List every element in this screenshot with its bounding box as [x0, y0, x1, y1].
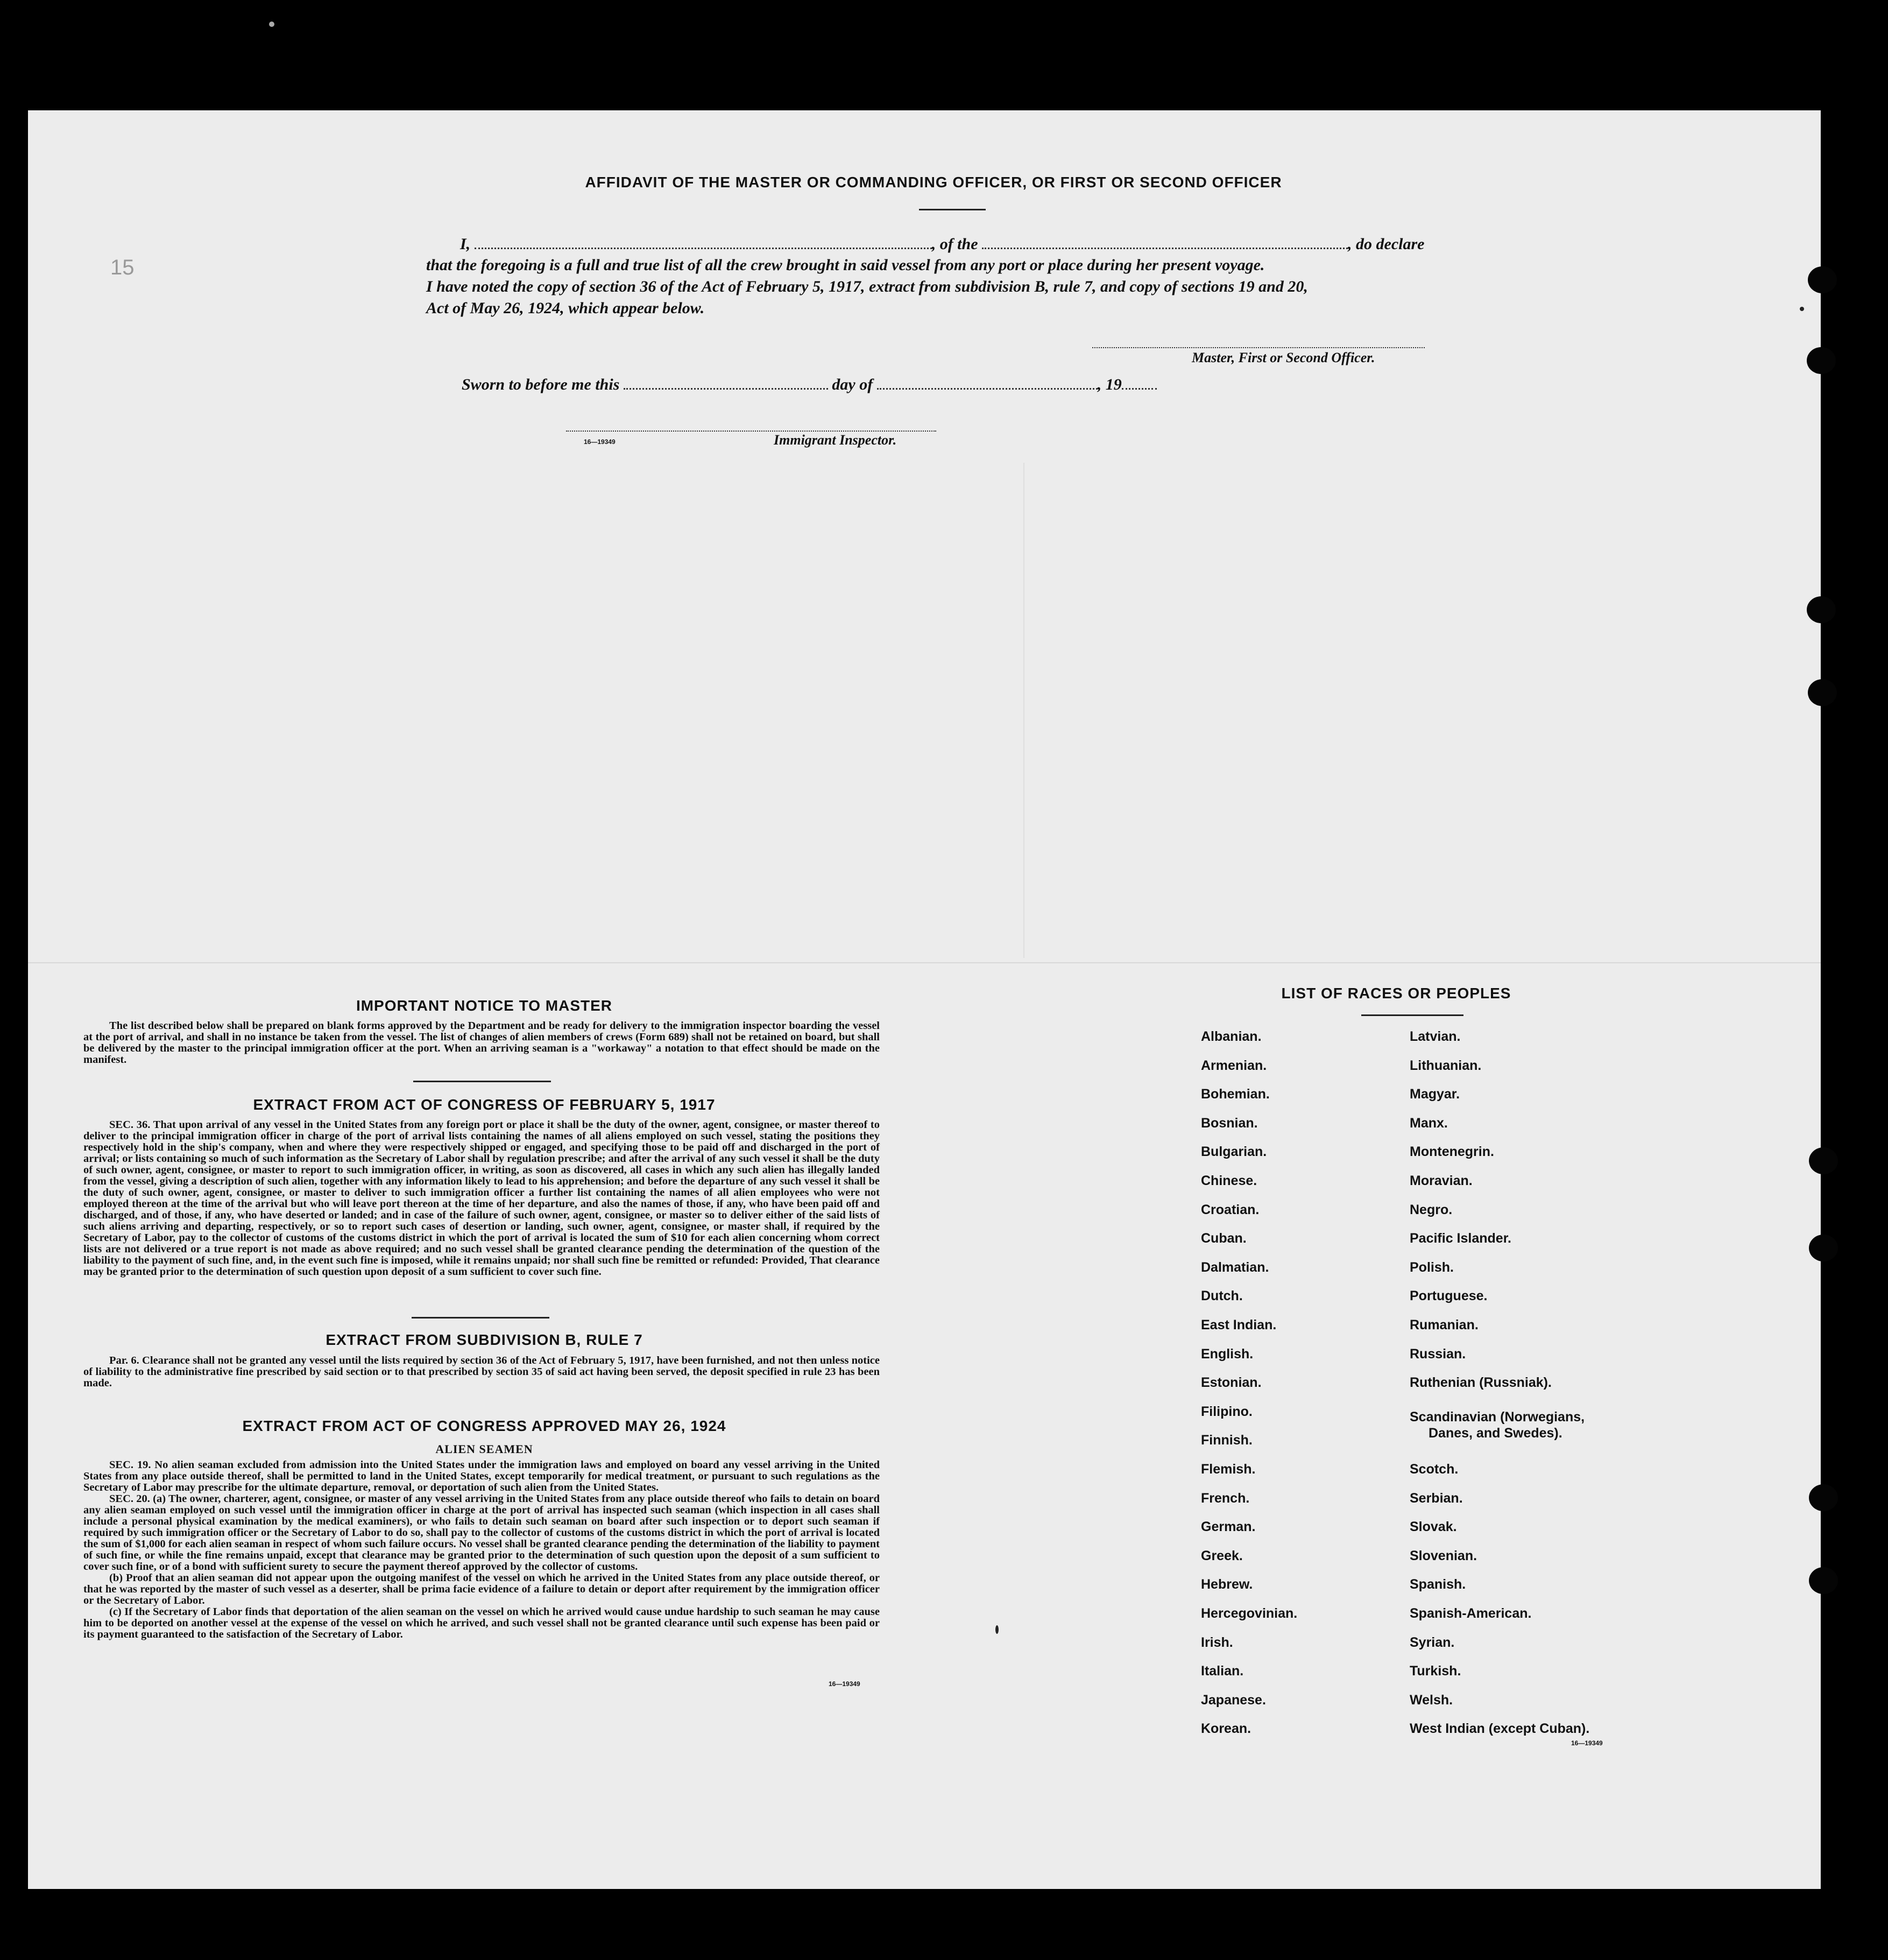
race-item: Negro.	[1410, 1202, 1453, 1217]
affidavit-line-1	[460, 235, 1424, 253]
race-item: Lithuanian.	[1410, 1057, 1482, 1073]
extract-1924-title: EXTRACT FROM ACT OF CONGRESS APPROVED MAY 26, 1924	[242, 1418, 726, 1434]
race-item: Scotch.	[1410, 1462, 1459, 1477]
section-rule	[413, 1081, 551, 1082]
binder-hole	[1808, 266, 1837, 293]
speck	[269, 22, 274, 27]
sworn-line	[462, 376, 1157, 394]
binder-hole	[1808, 679, 1837, 706]
month-blank[interactable]	[877, 385, 1098, 390]
race-item: Russian.	[1410, 1346, 1466, 1362]
extract-1917-text	[83, 1119, 880, 1278]
race-item: Rumanian.	[1410, 1317, 1479, 1332]
section-rule	[412, 1317, 549, 1319]
race-item: Cuban.	[1201, 1231, 1247, 1246]
par-6-paragraph: Par. 6. Clearance shall not be granted any vessel until the lists required by section 36 of the Act of February 5, 1917, have been furnished, and not then unless notice of liability to the administrative fine prescribed by said section or to that prescribed by section 35 of said act having been served, the deposit specified in rule 23 has been made.	[83, 1355, 880, 1389]
master-label: Master, First or Second Officer.	[1192, 350, 1375, 365]
race-item-scandinavian-continued: Danes, and Swedes).	[1429, 1426, 1562, 1441]
races-title-rule	[1361, 1014, 1463, 1016]
race-item: Bulgarian.	[1201, 1144, 1267, 1160]
sec-20c-paragraph: (c) If the Secretary of Labor finds that deportation of the alien seaman on the vessel on which he arrived would cause undue hardship to such seaman he may cause him to be deported on another vessel at the expense of the vessel on which he arrived, and such vessel shall not be granted clearance until such expense has been paid or its payment guaranteed to the satisfaction of the Secretary of Labor.	[83, 1606, 880, 1640]
races-form-number: 16—19349	[1571, 1739, 1603, 1747]
fold-line-horizontal	[28, 962, 1821, 963]
i-label: I,	[460, 235, 471, 253]
affidavit-line-4: Act of May 26, 1924, which appear below.	[426, 299, 705, 317]
race-item: Albanian.	[1201, 1029, 1262, 1044]
race-item: Dalmatian.	[1201, 1259, 1269, 1275]
race-item: Italian.	[1201, 1663, 1244, 1679]
race-item: Croatian.	[1201, 1202, 1260, 1217]
year-label: , 19	[1097, 376, 1122, 393]
margin-mark: 15	[110, 256, 135, 279]
race-item: Japanese.	[1201, 1692, 1266, 1708]
binder-hole	[1809, 1567, 1838, 1594]
race-item: Estonian.	[1201, 1375, 1262, 1391]
race-item: Dutch.	[1201, 1288, 1243, 1304]
race-item: Montenegrin.	[1410, 1144, 1494, 1160]
race-item: East Indian.	[1201, 1317, 1277, 1332]
day-of-label: day of	[832, 376, 873, 393]
binder-hole	[1809, 1147, 1838, 1174]
race-item: Moravian.	[1410, 1173, 1473, 1188]
race-item: Pacific Islander.	[1410, 1231, 1511, 1246]
race-item: Chinese.	[1201, 1173, 1257, 1188]
race-item: Portuguese.	[1410, 1288, 1488, 1304]
race-item: Filipino.	[1201, 1404, 1253, 1419]
inspector-label: Immigrant Inspector.	[774, 432, 897, 448]
affidavit-title: AFFIDAVIT OF THE MASTER OR COMMANDING OFFICER, OR FIRST OR SECOND OFFICER	[585, 174, 1282, 191]
binder-hole	[1809, 1484, 1838, 1511]
master-signature-line[interactable]	[1092, 346, 1425, 348]
notice-title: IMPORTANT NOTICE TO MASTER	[356, 997, 613, 1014]
alien-seamen-subtitle: ALIEN SEAMEN	[435, 1442, 533, 1456]
name-blank[interactable]	[475, 244, 932, 249]
race-item: Spanish.	[1410, 1577, 1466, 1592]
sworn-label: Sworn to before me this	[462, 376, 620, 393]
race-item: Slovak.	[1410, 1519, 1457, 1535]
speck	[995, 1625, 999, 1634]
binder-hole	[1807, 596, 1836, 623]
binder-hole	[1807, 347, 1836, 374]
race-item: Scandinavian (Norwegians,	[1410, 1409, 1585, 1425]
sec-19-paragraph: SEC. 19. No alien seaman excluded from admission into the United States under the immigration laws and employed on board any vessel arriving in the United States from any place outside thereof, shall be permitted to land in the United States, except temporarily for medical treatment, or pursuant to such regulations as the Secretary of Labor may prescribe for the ultimate departure, removal, or deportation of such alien from the United States.	[83, 1459, 880, 1493]
sec-20a-paragraph: SEC. 20. (a) The owner, charterer, agent, consignee, or master of any vessel arriving in the United States from any place outside thereof who fails to detain on board any alien seaman employed on such vessel until the immigration officer in charge at the port of arrival has inspected such seaman (which inspection in all cases shall include a personal physical examination by the medical examiners), or who fails to detain such seaman on board after such inspection or to deport such seaman if required by such immigration officer or the Secretary of Labor to do so, shall pay to the collector of customs of the customs district in which the port of arrival is located the sum of $1,000 for each alien seaman in respect of whom such failure occurs. No vessel shall be granted clearance pending the determination of the liability to payment of such fine, or while the fine remains unpaid, except that clearance may be granted prior to the determination of such question upon the deposit of a sum sufficient to cover such fine, or of a bond with sufficient surety to secure the payment thereof approved by the collector of customs.	[83, 1493, 880, 1573]
race-item: Flemish.	[1201, 1462, 1256, 1477]
race-item: Bosnian.	[1201, 1115, 1258, 1131]
sec-20b-paragraph: (b) Proof that an alien seaman did not appear upon the outgoing manifest of the vessel on which he arrived in the United States from any place outside thereof, or that he was reported by the master of such vessel as a deserter, shall be prima facie evidence of a failure to detain or deport after requirement by the immigration officer or the Secretary of Labor.	[83, 1572, 880, 1606]
race-item: Greek.	[1201, 1548, 1243, 1563]
race-item: Hercegovinian.	[1201, 1606, 1298, 1621]
sec-36-paragraph: SEC. 36. That upon arrival of any vessel in the United States from any foreign port or place it shall be the duty of the owner, agent, consignee, or master thereof to deliver to the principal immigration officer in charge of the port of arrival lists containing the names of all aliens employed on such vessel, stating the positions they respectively hold in the ship's company, when and where they were respectively shipped or engaged, and specifying those to be paid off and discharged in the port of arrival; or lists containing so much of such information as the Secretary of Labor shall by regulation prescribe; and after the arrival of any such vessel it shall be the duty of such owner, agent, consignee, or master to report to such immigration officer, in writing, as soon as discovered, all cases in which any such alien has illegally landed from the vessel, giving a description of such alien, together with any information likely to lead to his apprehension; and before the departure of any such vessel it shall be the duty of such owner, agent, consignee, or master to deliver to such immigration officer a further list containing the names of all alien employees who were not employed thereon at the time of the arrival but who will leave port thereon at the time of her departure, and also the names of those, if any, who have been paid off and discharged, and of those, if any, who have deserted or landed; and in case of the failure of such owner, agent, consignee, or master so to deliver either of the said lists of such aliens arriving and departing, respectively, or so to report such cases of desertion or landing, such owner, agent, consignee, or master shall, if required by the Secretary of Labor, pay to the collector of customs of the customs district in which the port of arrival is located the sum of $10 for each alien concerning whom correct lists are not delivered or a true report is not made as above required; and no such vessel shall be granted clearance pending the determination of the question of the liability to the payment of such fine, and, in the event such fine is imposed, while it remains unpaid; nor shall such fine be remitted or refunded: Provided, That clearance may be granted prior to the determination of such question upon deposit of a sum sufficient to cover such fine.	[83, 1119, 880, 1278]
race-item: Finnish.	[1201, 1433, 1253, 1448]
title-rule	[919, 209, 986, 210]
race-item: Syrian.	[1410, 1634, 1455, 1650]
notice-paragraph: The list described below shall be prepared on blank forms approved by the Department and be ready for delivery to the immigration inspector boarding the vessel at the port of arrival, and shall in no instance be taken from the vessel. The list of changes of alien members of crews (Form 689) shall not be retained on board, but shall be delivered by the master to the principal immigration officer at the port. When an arriving seaman is a "workaway" a notation to that effect should be made on the manifest.	[83, 1020, 880, 1066]
races-title: LIST OF RACES OR PEOPLES	[1281, 985, 1511, 1002]
race-item: Hebrew.	[1201, 1577, 1253, 1592]
extract-rule7-text	[83, 1355, 880, 1389]
race-item: Korean.	[1201, 1721, 1251, 1737]
extract-1924-text	[83, 1460, 880, 1640]
inspector-signature-line[interactable]	[566, 429, 936, 432]
race-item: Manx.	[1410, 1115, 1448, 1131]
extract-form-number: 16—19349	[829, 1680, 860, 1688]
race-item: Turkish.	[1410, 1663, 1461, 1679]
extract-rule7-title: EXTRACT FROM SUBDIVISION B, RULE 7	[326, 1331, 643, 1348]
race-item: Armenian.	[1201, 1057, 1267, 1073]
race-item: Serbian.	[1410, 1490, 1463, 1506]
race-item: Polish.	[1410, 1259, 1454, 1275]
speck	[1800, 307, 1804, 311]
race-item: Irish.	[1201, 1634, 1233, 1650]
race-item: German.	[1201, 1519, 1256, 1535]
race-item: Welsh.	[1410, 1692, 1453, 1708]
vessel-blank[interactable]	[982, 244, 1348, 249]
notice-text	[83, 1020, 880, 1066]
of-the-label: , of the	[931, 235, 978, 253]
race-item: English.	[1201, 1346, 1254, 1362]
race-item: West Indian (except Cuban).	[1410, 1721, 1590, 1737]
race-item: French.	[1201, 1490, 1250, 1506]
affidavit-line-2: that the foregoing is a full and true list of all the crew brought in said vessel from any port or place during her present voyage.	[426, 256, 1265, 274]
race-item: Ruthenian (Russniak).	[1410, 1375, 1552, 1391]
race-item: Slovenian.	[1410, 1548, 1477, 1563]
declare-label: , do declare	[1348, 235, 1425, 253]
binder-hole	[1809, 1235, 1838, 1261]
race-item: Latvian.	[1410, 1029, 1461, 1044]
year-blank[interactable]	[1122, 385, 1157, 390]
affidavit-line-3: I have noted the copy of section 36 of the Act of February 5, 1917, extract from subdivision B, rule 7, and copy of sections 19 and 20,	[426, 278, 1308, 295]
race-item: Spanish-American.	[1410, 1606, 1532, 1621]
fold-line-vertical	[1023, 463, 1024, 958]
affidavit-form-number: 16—19349	[584, 438, 616, 446]
extract-1917-title: EXTRACT FROM ACT OF CONGRESS OF FEBRUARY 5, 1917	[253, 1096, 716, 1113]
race-item: Magyar.	[1410, 1087, 1460, 1102]
race-item: Bohemian.	[1201, 1087, 1270, 1102]
day-blank[interactable]	[624, 385, 828, 390]
